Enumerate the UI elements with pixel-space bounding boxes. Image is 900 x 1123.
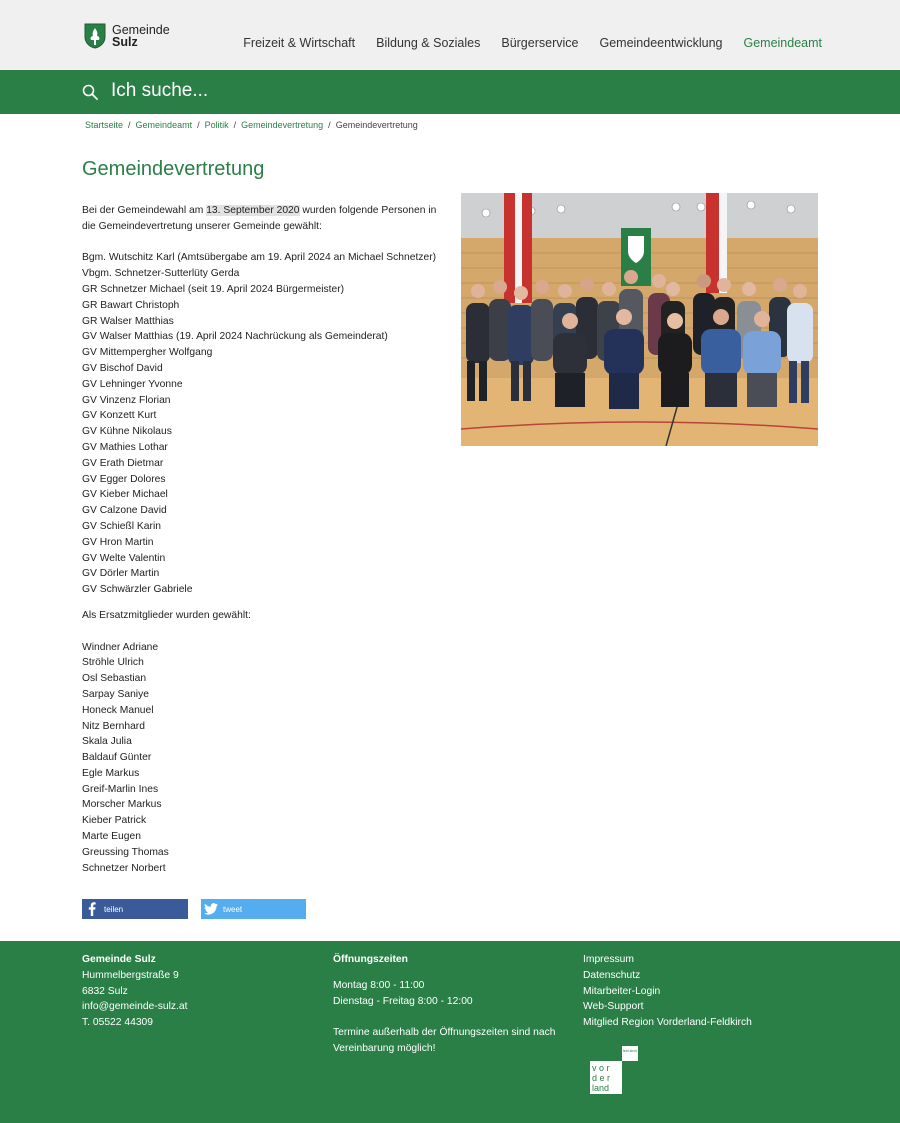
nav-freizeit[interactable]: Freizeit & Wirtschaft	[243, 36, 356, 50]
substitute-item: Nitz Bernhard	[82, 720, 145, 732]
footer-email-link[interactable]: info@gemeinde-sulz.at	[82, 1001, 188, 1013]
intro-before: Bei der Gemeindewahl am	[82, 205, 207, 216]
group-photo	[461, 193, 818, 446]
substitute-list	[82, 640, 452, 877]
site-header	[0, 0, 900, 70]
substitute-item: Kieber Patrick	[82, 815, 147, 827]
twitter-icon	[201, 899, 221, 919]
substitute-item: Baldauf Günter	[82, 752, 152, 764]
substitute-item: Sarpay Saniye	[82, 688, 149, 700]
member-item: GV Kühne Nikolaus	[82, 426, 172, 438]
breadcrumb-startseite[interactable]: Startseite	[85, 120, 124, 130]
intro-after: wurden folgende Personen in die Gemeindevertretung unserer Gemeinde gewählt:	[82, 205, 437, 232]
footer-link-datenschutz[interactable]: Datenschutz	[583, 969, 641, 981]
substitute-item: Greussing Thomas	[82, 846, 169, 858]
substitute-item: Ströhle Ulrich	[82, 657, 144, 669]
footer-link-region[interactable]: Mitglied Region Vorderland-Feldkirch	[583, 1017, 752, 1029]
substitute-item: Greif-Marlin Ines	[82, 783, 159, 795]
main-content	[82, 203, 452, 876]
member-item: GV Lehninger Yvonne	[82, 378, 183, 390]
member-item: GV Bischof David	[82, 362, 163, 374]
member-item: GV Mittempergher Wolfgang	[82, 347, 213, 359]
intro-text	[82, 203, 452, 235]
substitutes-heading: Als Ersatzmitglieder wurden gewählt:	[82, 609, 251, 621]
footer-street: Hummelbergstraße 9	[82, 969, 179, 981]
member-item: GV Hron Martin	[82, 536, 154, 548]
footer-hours	[333, 952, 573, 1057]
footer-link-mitarbeiter-login[interactable]: Mitarbeiter-Login	[583, 985, 661, 997]
breadcrumb-politik[interactable]: Politik	[204, 120, 229, 130]
nav-buergerservice[interactable]: Bürgerservice	[501, 36, 579, 50]
logo-line1: Gemeinde	[112, 23, 170, 37]
breadcrumb-gemeindeamt[interactable]: Gemeindeamt	[135, 120, 193, 130]
facebook-icon	[82, 899, 102, 919]
member-item: GV Vinzenz Florian	[82, 394, 171, 406]
member-item: Vbgm. Schnetzer-Sutterlüty Gerda	[82, 268, 240, 280]
twitter-share-label: tweet	[223, 904, 243, 914]
nav-bildung[interactable]: Bildung & Soziales	[376, 36, 481, 50]
search-label[interactable]: Ich suche...	[111, 80, 209, 101]
logo-line2: Sulz	[112, 35, 138, 49]
member-item: GR Walser Matthias	[82, 315, 174, 327]
facebook-share-label: teilen	[104, 904, 124, 914]
footer-hours-line2: Dienstag - Freitag 8:00 - 12:00	[333, 995, 473, 1007]
site-footer	[0, 941, 900, 1123]
footer-phone: T. 05522 44309	[82, 1017, 153, 1029]
footer-city: 6832 Sulz	[82, 985, 128, 997]
member-item: GR Bawart Christoph	[82, 299, 180, 311]
breadcrumb-separator: /	[328, 120, 331, 130]
logo-text-top: feld kirch	[622, 1049, 638, 1053]
footer-address	[82, 952, 187, 1031]
member-item: GV Schießl Karin	[82, 520, 161, 532]
substitute-item: Skala Julia	[82, 736, 132, 748]
member-item: GV Schwärzler Gabriele	[82, 584, 193, 596]
breadcrumb-separator: /	[197, 120, 200, 130]
nav-gemeindeentwicklung[interactable]: Gemeindeentwicklung	[599, 36, 723, 50]
member-item: GV Erath Dietmar	[82, 457, 164, 469]
logo-text	[112, 24, 170, 48]
election-date: 13. September 2020	[206, 205, 300, 216]
member-item: GR Schnetzer Michael (seit 19. April 2024 Bürgermeister)	[82, 283, 345, 295]
substitute-item: Morscher Markus	[82, 799, 162, 811]
breadcrumb-gemeindevertretung[interactable]: Gemeindevertretung	[241, 120, 324, 130]
footer-address-title: Gemeinde Sulz	[82, 954, 156, 965]
logo-text-vor: v o r	[592, 1063, 610, 1073]
site-logo[interactable]	[84, 23, 170, 49]
member-item: GV Walser Matthias (19. April 2024 Nachrückung als Gemeinderat)	[82, 331, 388, 343]
substitute-item: Osl Sebastian	[82, 673, 147, 685]
main-nav	[222, 36, 822, 50]
member-item: GV Welte Valentin	[82, 552, 166, 564]
substitute-item: Honeck Manuel	[82, 704, 154, 716]
member-item: GV Mathies Lothar	[82, 441, 168, 453]
member-item: GV Egger Dolores	[82, 473, 166, 485]
footer-links	[583, 952, 752, 1031]
footer-link-impressum[interactable]: Impressum	[583, 954, 634, 965]
footer-hours-line1: Montag 8:00 - 11:00	[333, 979, 425, 991]
nav-gemeindeamt[interactable]: Gemeindeamt	[743, 36, 822, 50]
substitute-item: Egle Markus	[82, 767, 140, 779]
breadcrumb-current: Gemeindevertretung	[335, 120, 418, 130]
twitter-share-button[interactable]	[201, 899, 306, 919]
facebook-share-button[interactable]	[82, 899, 188, 919]
substitute-item: Schnetzer Norbert	[82, 862, 166, 874]
member-item: GV Konzett Kurt	[82, 410, 157, 422]
coat-of-arms-icon	[84, 23, 106, 49]
member-item: GV Kieber Michael	[82, 489, 168, 501]
substitute-item: Windner Adriane	[82, 641, 159, 653]
footer-hours-title: Öffnungszeiten	[333, 954, 408, 965]
member-item: Bgm. Wutschitz Karl (Amtsübergabe am 19. April 2024 an Michael Schnetzer)	[82, 252, 437, 264]
page-title: Gemeindevertretung	[82, 158, 265, 180]
logo-text-der: d e r	[592, 1073, 611, 1083]
breadcrumb-separator: /	[128, 120, 131, 130]
search-icon	[82, 84, 98, 100]
member-list	[82, 250, 452, 598]
substitute-item: Marte Eugen	[82, 831, 141, 843]
logo-text-land: land	[592, 1083, 610, 1093]
vorderland-logo[interactable]	[590, 1046, 640, 1096]
breadcrumb-separator: /	[233, 120, 237, 130]
search-bar[interactable]	[0, 70, 900, 114]
member-item: GV Dörler Martin	[82, 568, 160, 580]
footer-hours-note: Termine außerhalb der Öffnungszeiten sind nach Vereinbarung möglich!	[333, 1027, 556, 1054]
member-item: GV Calzone David	[82, 505, 167, 517]
breadcrumb	[85, 120, 418, 130]
footer-link-web-support[interactable]: Web-Support	[583, 1001, 644, 1013]
